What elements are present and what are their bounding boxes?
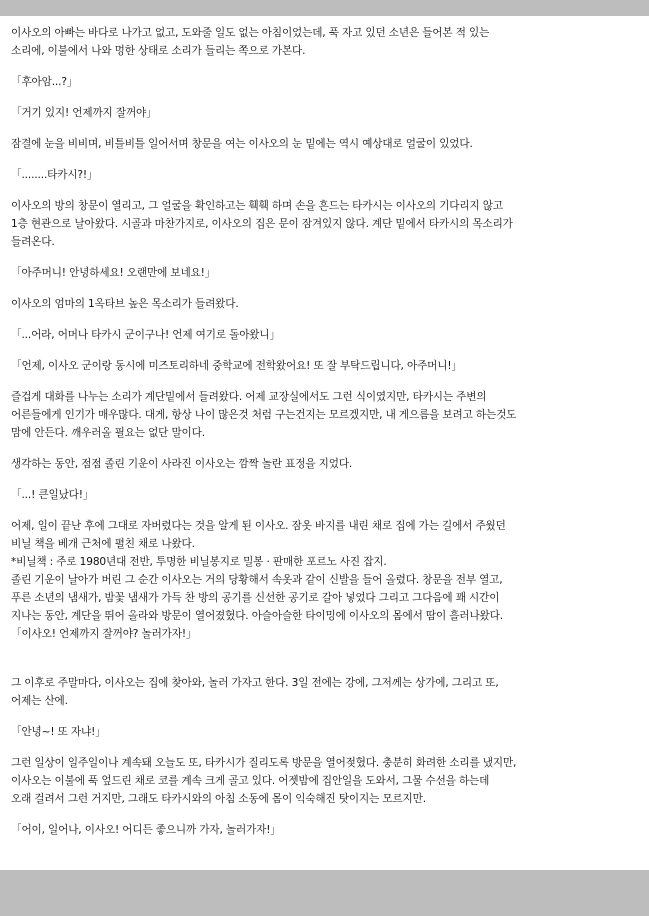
text-line: 「...어라, 어머나 타카시 군이구나! 언제 여기로 돌아왔니」 bbox=[11, 329, 280, 341]
paragraph bbox=[11, 73, 643, 91]
paragraph bbox=[11, 455, 643, 473]
text-line: 맘에 안든다. 깨우러올 필요는 없단 말이다. bbox=[11, 427, 205, 439]
paragraph bbox=[11, 486, 643, 504]
text-line: 그 이후로 주말마다, 이사오는 집에 찾아와, 놀러 가자고 한다. 3일 전에는 강에, 그저께는 상가에, 그리고 또, bbox=[11, 677, 499, 689]
paragraph bbox=[11, 723, 643, 741]
text-line: 잠결에 눈을 비비며, 비틀비틀 일어서며 창문을 여는 이사오의 눈 밑에는 역시 예상대로 얼굴이 있었다. bbox=[11, 138, 473, 150]
paragraph bbox=[11, 166, 643, 184]
text-line: 이사오의 엄마의 1옥타브 높은 목소리가 들려왔다. bbox=[11, 298, 239, 310]
text-line: 푸른 소년의 냄새가, 밤꽃 냄새가 가득 찬 방의 공기를 신선한 공기로 갈아 넣었다 그리고 그다음에 꽤 시간이 bbox=[11, 592, 500, 604]
text-line: 들려온다. bbox=[11, 236, 55, 248]
text-line: 소리에, 이불에서 나와 멍한 상태로 소리가 들리는 쪽으로 가본다. bbox=[11, 45, 306, 57]
paragraph bbox=[11, 754, 643, 808]
text-line: 어른들에게 인기가 매우많다. 대게, 항상 나이 많은것 처럼 구는건지는 모르겠지만, 내 게으름을 보려고 하는것도 bbox=[11, 409, 517, 421]
text-line: 「거기 있지! 언제까지 잘꺼야」 bbox=[11, 107, 157, 119]
text-line: 「...! 큰일났다!」 bbox=[11, 489, 94, 501]
text-line: 생각하는 동안, 점점 졸린 기운이 사라진 이사오는 깜짝 놀란 표정을 지었다. bbox=[11, 458, 353, 470]
text-line: 「어이, 일어나, 이사오! 어디든 좋으니까 가자, 놀러가자!」 bbox=[11, 824, 281, 836]
paragraph bbox=[11, 295, 643, 313]
text-line: 졸린 기운이 날아가 버린 그 순간 이사오는 거의 당황해서 속옷과 같이 신발을 들어 올렸다. 창문을 전부 열고, bbox=[11, 574, 503, 586]
top-gray-margin bbox=[0, 0, 649, 16]
text-line: 「후아암...?」 bbox=[11, 76, 78, 88]
text-line: *비닐책 : 주로 1980년대 전반, 투명한 비닐봉지로 밀봉 · 판매한 포르노 사진 잡지. bbox=[11, 556, 387, 568]
story-text bbox=[11, 24, 643, 852]
document-page bbox=[0, 16, 649, 870]
text-line: 「이사오! 언제까지 잘꺼야? 놀러가자!」 bbox=[11, 628, 197, 640]
text-line: 즐겁게 대화를 나누는 소리가 계단밑에서 들려왔다. 어제 교장실에서도 그런 식이였지만, 타카시는 주변의 bbox=[11, 391, 487, 403]
text-line: 어제, 일이 끝난 후에 그대로 자버렸다는 것을 알게 된 이사오. 잠옷 바지를 내린 채로 집에 가는 길에서 주웠던 bbox=[11, 520, 506, 532]
text-line: 어제는 산에. bbox=[11, 695, 68, 707]
text-line: 이사오의 아빠는 바다로 나가고 없고, 도와줄 일도 없는 아침이었는데, 푹 자고 있던 소년은 들어본 적 있는 bbox=[11, 27, 490, 39]
paragraph bbox=[11, 104, 643, 122]
text-line: 「아주머니! 안녕하세요! 오랜만에 보네요!」 bbox=[11, 267, 216, 279]
text-line: 「언제, 이사오 군이랑 동시에 미즈토리하네 중학교에 전학왔어요! 또 잘 부탁드립니다, 아주머니!」 bbox=[11, 360, 462, 372]
text-line: 「안녕~! 또 자냐!」 bbox=[11, 726, 106, 738]
bottom-gray-margin bbox=[0, 870, 649, 916]
paragraph bbox=[11, 643, 643, 661]
text-line: 1층 현관으로 날아왔다. 시골과 마찬가지로, 이사오의 집은 문이 잠겨있지 않다. 계단 밑에서 타카시의 목소리가 bbox=[11, 218, 513, 230]
paragraph bbox=[11, 388, 643, 442]
text-line: 오래 걸려서 그런 거지만, 그래도 타카시와의 아침 소동에 몸이 익숙해진 탓이지는 모르지만. bbox=[11, 793, 426, 805]
paragraph bbox=[11, 326, 643, 344]
paragraph bbox=[11, 517, 643, 643]
paragraph bbox=[11, 24, 643, 60]
text-line: 이사오는 이불에 푹 엎드린 채로 코를 계속 크게 골고 있다. 어젯밤에 집안일을 도와서, 그물 수선을 하는데 bbox=[11, 775, 490, 787]
paragraph bbox=[11, 821, 643, 839]
text-line: 이사오의 방의 창문이 열리고, 그 얼굴을 확인하고는 훽훽 하며 손을 흔드는 타카시는 이사오의 기다리지 않고 bbox=[11, 200, 503, 212]
paragraph bbox=[11, 135, 643, 153]
text-line: 비닐 책을 베개 근처에 펼친 채로 나왔다. bbox=[11, 538, 195, 550]
text-line: 그런 일상이 일주일이나 계속돼 오늘도 또, 타카시가 질리도록 방문을 열어젖혔다. 충분히 화려한 소리를 냈지만, bbox=[11, 757, 517, 769]
paragraph bbox=[11, 674, 643, 710]
text-line bbox=[11, 643, 643, 661]
paragraph bbox=[11, 264, 643, 282]
paragraph bbox=[11, 357, 643, 375]
text-line: 「........타카시?!」 bbox=[11, 169, 98, 181]
text-line: 지나는 동안, 계단을 뛰어 올라와 방문이 열어졌혔다. 아슬아슬한 타이밍에 이사오의 몸에서 땀이 흘러나왔다. bbox=[11, 610, 503, 622]
paragraph bbox=[11, 197, 643, 251]
